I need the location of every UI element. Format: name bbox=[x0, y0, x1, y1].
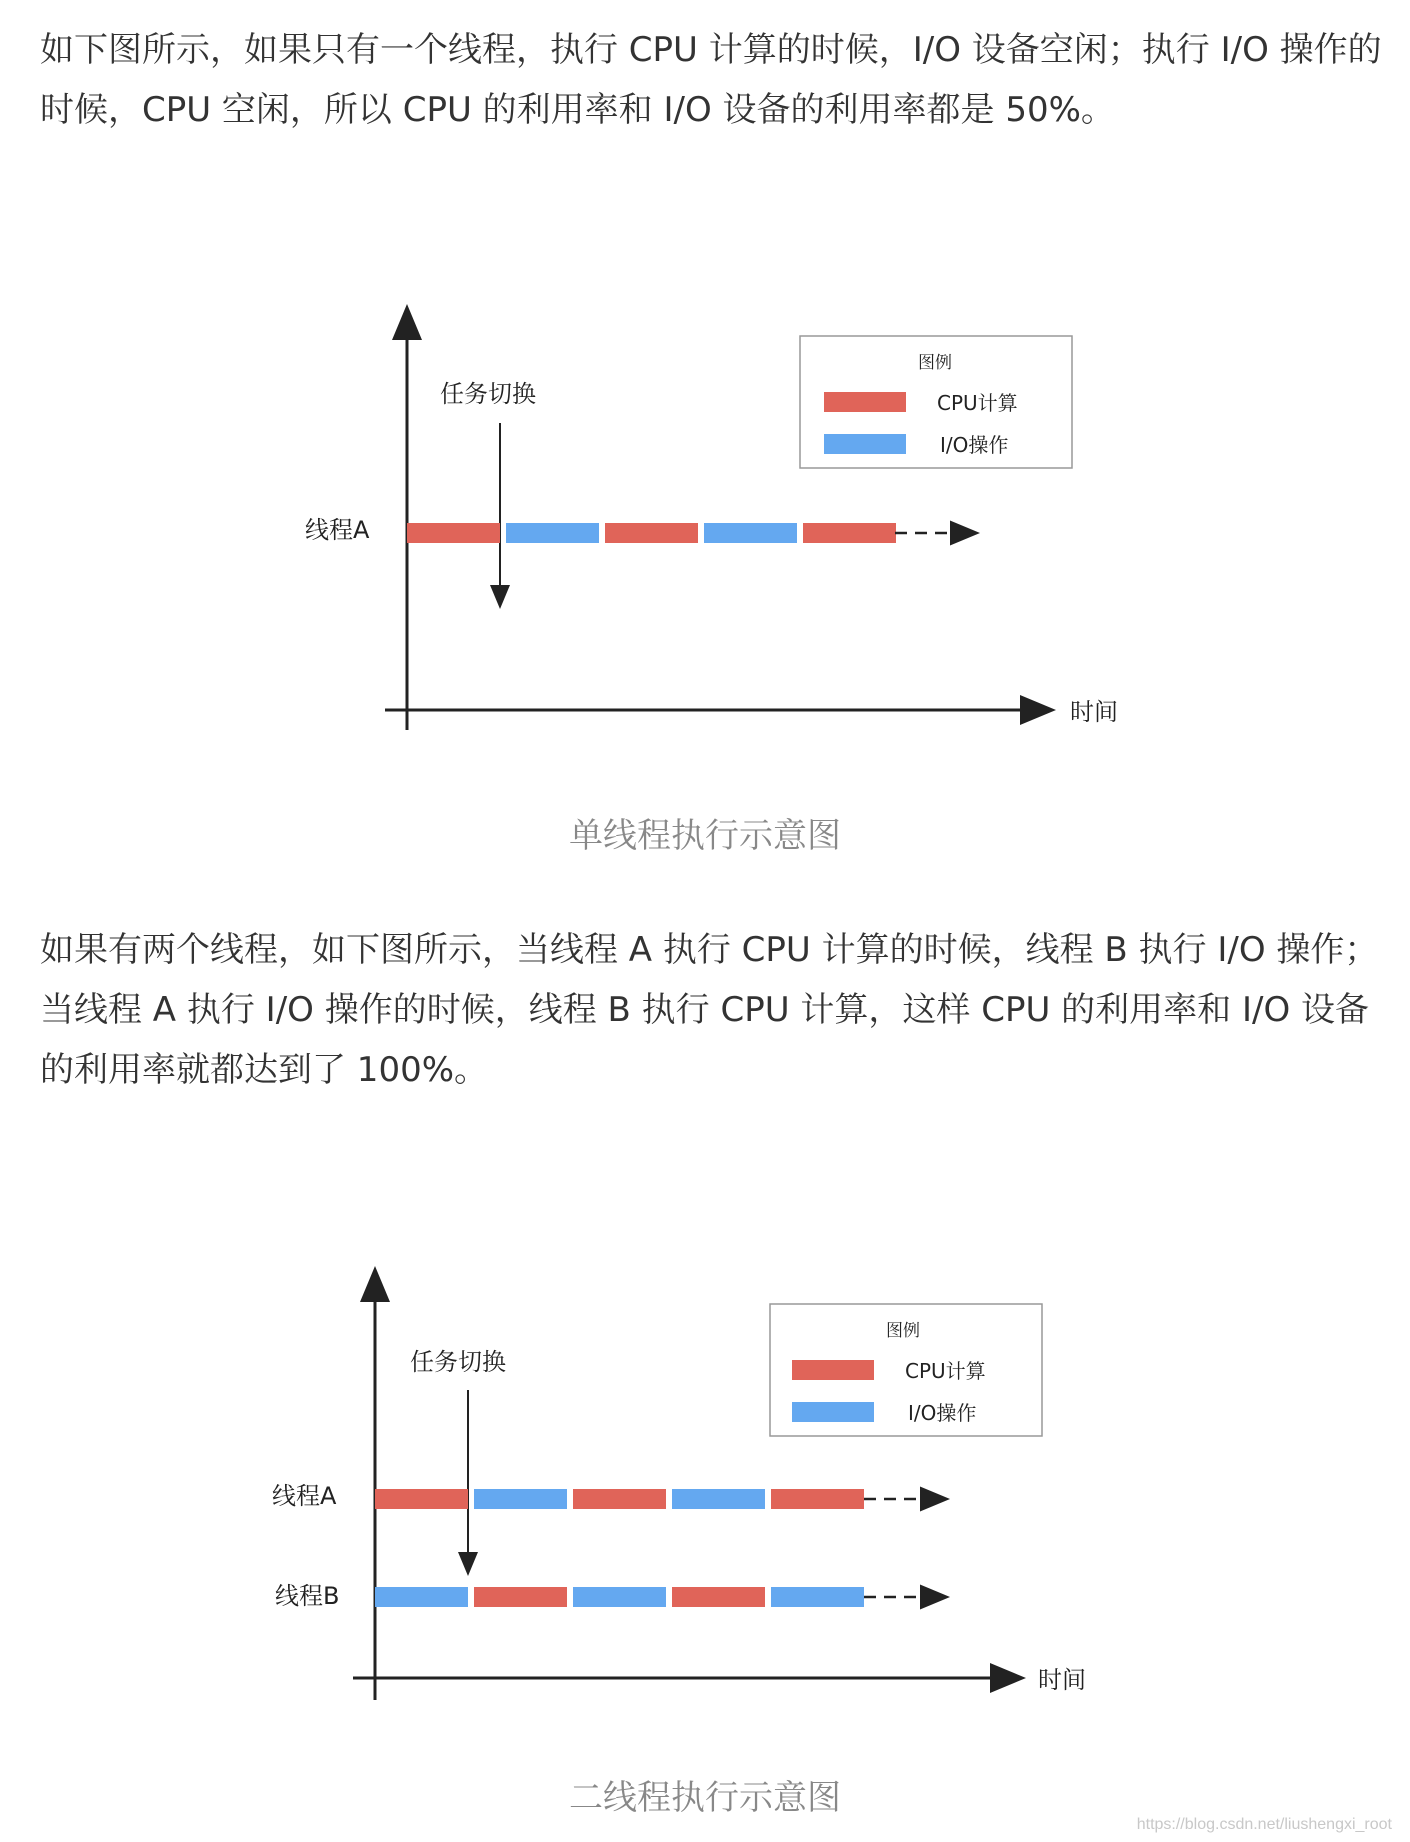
thread-a-bars bbox=[375, 1489, 864, 1509]
two-thread-diagram bbox=[0, 1260, 1410, 1720]
io-segment bbox=[474, 1489, 567, 1509]
intro-line-1: 如下图所示，如果只有一个线程，执行 CPU 计算的时候，I/O 设备空闲；执行 I/O 操作的 bbox=[40, 30, 1382, 70]
cpu-segment bbox=[803, 523, 896, 543]
cpu-segment bbox=[407, 523, 500, 543]
legend-title: 图例 bbox=[918, 353, 952, 373]
middle-line-3: 的利用率就都达到了 100%。 bbox=[40, 1050, 489, 1090]
time-axis-label: 时间 bbox=[1070, 698, 1118, 726]
thread-a-bars bbox=[407, 523, 896, 543]
legend-io-swatch bbox=[792, 1402, 874, 1422]
legend-io-label: I/O操作 bbox=[940, 433, 1009, 457]
thread-b-bars bbox=[375, 1587, 864, 1607]
cpu-segment bbox=[605, 523, 698, 543]
two-thread-svg bbox=[0, 1260, 1410, 1720]
thread-a-label: 线程A bbox=[272, 1482, 337, 1510]
cpu-segment bbox=[573, 1489, 666, 1509]
cpu-segment bbox=[474, 1587, 567, 1607]
task-switch-label: 任务切换 bbox=[410, 1348, 506, 1376]
middle-paragraph bbox=[40, 920, 1380, 1100]
legend-cpu-label: CPU计算 bbox=[905, 1359, 986, 1383]
thread-b-label: 线程B bbox=[275, 1582, 340, 1610]
cpu-segment bbox=[771, 1489, 864, 1509]
io-segment bbox=[672, 1489, 765, 1509]
legend-io-swatch bbox=[824, 434, 906, 454]
single-thread-diagram bbox=[0, 290, 1410, 770]
thread-a-label: 线程A bbox=[305, 516, 370, 544]
task-switch-label: 任务切换 bbox=[440, 380, 536, 408]
cpu-segment bbox=[672, 1587, 765, 1607]
single-thread-caption: 单线程执行示意图 bbox=[569, 816, 841, 856]
legend-io-label: I/O操作 bbox=[908, 1401, 977, 1425]
two-thread-caption: 二线程执行示意图 bbox=[569, 1778, 841, 1818]
io-segment bbox=[573, 1587, 666, 1607]
legend-cpu-label: CPU计算 bbox=[937, 391, 1018, 415]
io-segment bbox=[704, 523, 797, 543]
intro-paragraph bbox=[40, 20, 1380, 140]
legend-cpu-swatch bbox=[792, 1360, 874, 1380]
legend-cpu-swatch bbox=[824, 392, 906, 412]
intro-line-2: 时候，CPU 空闲，所以 CPU 的利用率和 I/O 设备的利用率都是 50%。 bbox=[40, 90, 1115, 130]
single-thread-svg bbox=[0, 290, 1410, 770]
legend-title: 图例 bbox=[886, 1321, 920, 1341]
time-axis-label: 时间 bbox=[1038, 1666, 1086, 1694]
watermark: https://blog.csdn.net/liushengxi_root bbox=[1136, 1816, 1392, 1833]
io-segment bbox=[506, 523, 599, 543]
io-segment bbox=[771, 1587, 864, 1607]
middle-line-1: 如果有两个线程，如下图所示，当线程 A 执行 CPU 计算的时候，线程 B 执行 I/O 操作； bbox=[40, 930, 1379, 970]
cpu-segment bbox=[375, 1489, 468, 1509]
middle-line-2: 当线程 A 执行 I/O 操作的时候，线程 B 执行 CPU 计算，这样 CPU 的利用率和 I/O 设备 bbox=[40, 990, 1370, 1030]
io-segment bbox=[375, 1587, 468, 1607]
